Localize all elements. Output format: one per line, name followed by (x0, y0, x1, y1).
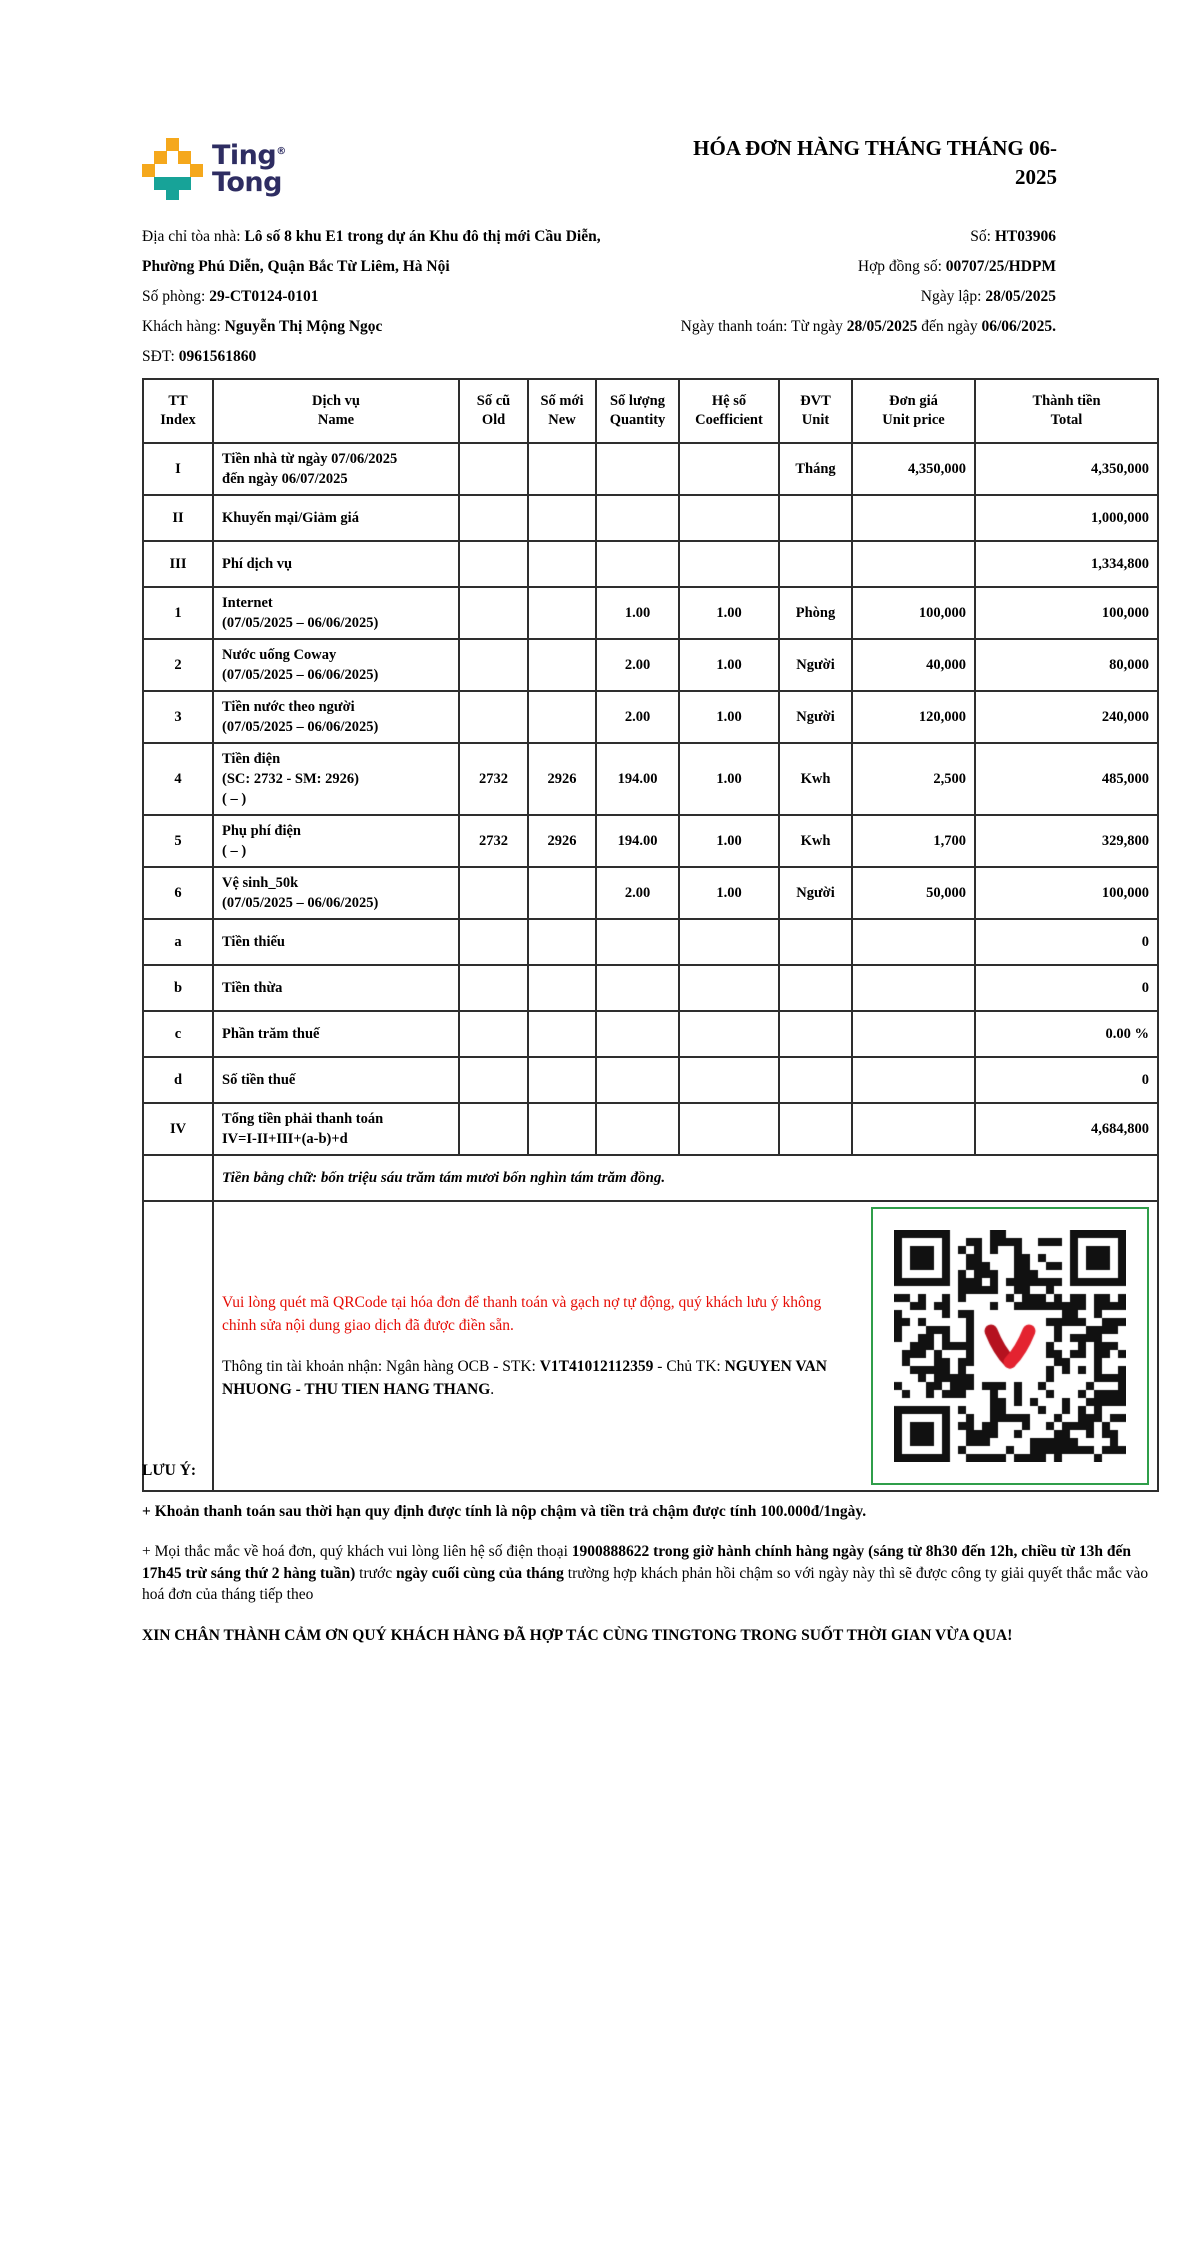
table-row (143, 1011, 1158, 1057)
qr-code-canvas (894, 1230, 1126, 1462)
qr-row (143, 1201, 1158, 1491)
late-payment-note: + Khoản thanh toán sau thời hạn quy định được tính là nộp chậm và tiền trả chậm được tính 100.000đ/1ngày. (142, 1502, 867, 1520)
cell: 2732 (459, 743, 528, 815)
cell (779, 1103, 852, 1155)
column-header: Đơn giá Unit price (852, 379, 975, 443)
cell (528, 541, 596, 587)
cell (852, 1057, 975, 1103)
table-row (143, 743, 1158, 815)
tingtong-logo-text (212, 138, 286, 196)
amount-in-words-row (143, 1155, 1158, 1201)
receiving-account-info: Thông tin tài khoản nhận: Ngân hàng OCB - STK: V1T41012112359 - Chủ TK: NGUYEN VAN NHUONG - THU TIEN HANG THANG. (222, 1358, 827, 1398)
cell (852, 965, 975, 1011)
cell: 0 (975, 919, 1158, 965)
column-header: ĐVT Unit (779, 379, 852, 443)
cell (459, 1103, 528, 1155)
building-address: Địa chỉ tòa nhà: Lô số 8 khu E1 trong dự án Khu đô thị mới Cầu Diễn, Phường Phú Diễn, Quận Bắc Từ Liêm, Hà Nội (142, 228, 601, 275)
cell (596, 965, 679, 1011)
cell: 194.00 (596, 815, 679, 867)
cell (779, 965, 852, 1011)
cell: 329,800 (975, 815, 1158, 867)
cell (779, 495, 852, 541)
cell (528, 965, 596, 1011)
table-row (143, 443, 1158, 495)
cell (459, 691, 528, 743)
column-header: Số mới New (528, 379, 596, 443)
service-name-cell: Phụ phí điện ( – ) (213, 815, 459, 867)
charges-table-body (143, 443, 1158, 1155)
cell (459, 541, 528, 587)
cell: 1.00 (679, 743, 779, 815)
cell (528, 1057, 596, 1103)
customer-phone: SĐT: 0961561860 (142, 348, 257, 365)
cell (459, 495, 528, 541)
cell: c (143, 1011, 213, 1057)
empty-cell (143, 1201, 213, 1491)
cell (528, 587, 596, 639)
notes-heading: LƯU Ý: (142, 1462, 197, 1479)
cell (779, 541, 852, 587)
service-name-cell: Internet (07/05/2025 – 06/06/2025) (213, 587, 459, 639)
service-name-cell: Nước uống Coway (07/05/2025 – 06/06/2025) (213, 639, 459, 691)
cell: Người (779, 867, 852, 919)
customer-name: Khách hàng: Nguyễn Thị Mộng Ngọc (142, 318, 383, 335)
cell: 4,350,000 (975, 443, 1158, 495)
cell (528, 639, 596, 691)
service-name-cell: Vệ sinh_50k (07/05/2025 – 06/06/2025) (213, 867, 459, 919)
cell: 4,350,000 (852, 443, 975, 495)
tingtong-logo-icon (142, 138, 202, 200)
cell: 0.00 % (975, 1011, 1158, 1057)
cell: 120,000 (852, 691, 975, 743)
cell (852, 919, 975, 965)
service-name-cell: Số tiền thuế (213, 1057, 459, 1103)
cell (596, 443, 679, 495)
qr-red-notice: Vui lòng quét mã QRCode tại hóa đơn để thanh toán và gạch nợ tự động, quý khách lưu ý không chỉnh sửa nội dung giao dịch đã được điền sẵn. (222, 1294, 822, 1334)
charges-table-header (143, 379, 1158, 443)
cell: Kwh (779, 815, 852, 867)
table-row (143, 1057, 1158, 1103)
cell (679, 965, 779, 1011)
page-title (625, 134, 1057, 192)
cell (779, 1057, 852, 1103)
cell: 40,000 (852, 639, 975, 691)
table-row (143, 691, 1158, 743)
service-name-cell: Tiền thiếu (213, 919, 459, 965)
cell (459, 587, 528, 639)
cell: 100,000 (975, 867, 1158, 919)
cell: 4 (143, 743, 213, 815)
cell (679, 1103, 779, 1155)
column-header: Dịch vụ Name (213, 379, 459, 443)
cell: d (143, 1057, 213, 1103)
tingtong-logo (142, 138, 286, 200)
cell: 1,700 (852, 815, 975, 867)
cell: 2732 (459, 815, 528, 867)
header-row (143, 379, 1158, 443)
cell: 1,334,800 (975, 541, 1158, 587)
hotline-note: + Mọi thắc mắc về hoá đơn, quý khách vui lòng liên hệ số điện thoại 1900888622 trong giờ hành chính hàng ngày (sáng từ 8h30 đến 12h, chiều từ 13h đến 17h45 trừ sáng thứ 2 hàng tuần) trước ngày cuối cùng của tháng trường hợp khách phản hồi chậm so với ngày này thì sẽ được công ty giải quyết thắc mắc vào hoá đơn của tháng tiếp theo (142, 1543, 1149, 1603)
logo-pixel (166, 187, 179, 200)
column-header: Số cũ Old (459, 379, 528, 443)
cell (528, 1011, 596, 1057)
cell (528, 867, 596, 919)
cell: I (143, 443, 213, 495)
table-row (143, 919, 1158, 965)
cell (596, 541, 679, 587)
cell (679, 495, 779, 541)
service-name-cell: Tiền nước theo người (07/05/2025 – 06/06/2025) (213, 691, 459, 743)
cell: 2,500 (852, 743, 975, 815)
cell: III (143, 541, 213, 587)
empty-cell (143, 1155, 213, 1201)
cell (596, 919, 679, 965)
cell (459, 639, 528, 691)
cell (852, 1103, 975, 1155)
cell: 100,000 (852, 587, 975, 639)
cell: Tháng (779, 443, 852, 495)
cell: 1.00 (679, 815, 779, 867)
cell (779, 919, 852, 965)
cell (679, 1057, 779, 1103)
thank-you-message: XIN CHÂN THÀNH CẢM ƠN QUÝ KHÁCH HÀNG ĐÃ HỢP TÁC CÙNG TINGTONG TRONG SUỐT THỜI GIAN VỪA QUA! (142, 1626, 1013, 1644)
cell: 0 (975, 1057, 1158, 1103)
logo-pixel (154, 151, 167, 164)
cell: 485,000 (975, 743, 1158, 815)
page-title-line1: HÓA ĐƠN HÀNG THÁNG THÁNG 06- (693, 136, 1057, 160)
cell: Người (779, 639, 852, 691)
table-row (143, 815, 1158, 867)
table-row (143, 495, 1158, 541)
cell: b (143, 965, 213, 1011)
cell: 1.00 (679, 867, 779, 919)
cell: 3 (143, 691, 213, 743)
cell: 50,000 (852, 867, 975, 919)
payment-instructions (222, 1291, 840, 1401)
column-header: Thành tiền Total (975, 379, 1158, 443)
payment-period: Ngày thanh toán: Từ ngày 28/05/2025 đến ngày 06/06/2025. (680, 318, 1056, 335)
cell (852, 1011, 975, 1057)
contract-number: Hợp đồng số: 00707/25/HDPM (857, 258, 1056, 275)
column-header: TT Index (143, 379, 213, 443)
cell (679, 1011, 779, 1057)
table-row (143, 541, 1158, 587)
cell: 2 (143, 639, 213, 691)
cell: 80,000 (975, 639, 1158, 691)
issue-date: Ngày lập: 28/05/2025 (920, 288, 1056, 305)
cell: 6 (143, 867, 213, 919)
logo-pixel (178, 151, 191, 164)
cell: 2.00 (596, 639, 679, 691)
vietqr-code (871, 1207, 1149, 1485)
cell: 100,000 (975, 587, 1158, 639)
cell (596, 1057, 679, 1103)
cell (852, 541, 975, 587)
cell: Người (779, 691, 852, 743)
cell: 1.00 (679, 691, 779, 743)
cell (528, 1103, 596, 1155)
room-number: Số phòng: 29-CT0124-0101 (142, 288, 319, 305)
amount-in-words-value: bốn triệu sáu trăm tám mươi bốn nghìn tám trăm đồng. (320, 1169, 666, 1186)
cell: a (143, 919, 213, 965)
footer-notes (142, 1460, 1158, 1665)
amount-in-words-label: Tiền bằng chữ: (222, 1169, 321, 1186)
cell (528, 495, 596, 541)
table-row (143, 867, 1158, 919)
registered-mark: ® (276, 146, 286, 157)
cell (459, 919, 528, 965)
invoice-number: Số: HT03906 (970, 228, 1056, 245)
page-title-line2: 2025 (1015, 165, 1057, 189)
cell: 194.00 (596, 743, 679, 815)
cell (459, 1011, 528, 1057)
logo-pixel (190, 164, 203, 177)
cell (528, 443, 596, 495)
service-name-cell: Tiền nhà từ ngày 07/06/2025 đến ngày 06/07/2025 (213, 443, 459, 495)
service-name-cell: Tổng tiền phải thanh toán IV=I-II+III+(a-b)+d (213, 1103, 459, 1155)
cell (596, 1103, 679, 1155)
cell (596, 495, 679, 541)
column-header: Hệ số Coefficient (679, 379, 779, 443)
service-name-cell: Phần trăm thuế (213, 1011, 459, 1057)
cell: 1 (143, 587, 213, 639)
service-name-cell: Tiền thừa (213, 965, 459, 1011)
cell: 240,000 (975, 691, 1158, 743)
table-row (143, 965, 1158, 1011)
cell (459, 1057, 528, 1103)
cell (779, 1011, 852, 1057)
logo-pixel (142, 164, 155, 177)
cell (679, 443, 779, 495)
column-header: Số lượng Quantity (596, 379, 679, 443)
cell (459, 965, 528, 1011)
charges-table (142, 378, 1159, 1492)
service-name-cell: Khuyến mại/Giảm giá (213, 495, 459, 541)
amount-in-words-cell (213, 1155, 1158, 1201)
logo-text-bottom: Tong (212, 167, 282, 198)
cell (852, 495, 975, 541)
charges-table-special (143, 1155, 1158, 1491)
cell (679, 919, 779, 965)
cell: 1,000,000 (975, 495, 1158, 541)
cell: 1.00 (596, 587, 679, 639)
qr-payment-cell (213, 1201, 1158, 1491)
cell: 2926 (528, 743, 596, 815)
cell: Phòng (779, 587, 852, 639)
table-row (143, 1103, 1158, 1155)
cell (459, 867, 528, 919)
cell: 1.00 (679, 587, 779, 639)
logo-pixel (166, 138, 179, 151)
table-row (143, 639, 1158, 691)
cell: 2926 (528, 815, 596, 867)
cell (459, 443, 528, 495)
service-name-cell: Tiền điện (SC: 2732 - SM: 2926) ( – ) (213, 743, 459, 815)
cell (528, 691, 596, 743)
invoice-meta (516, 222, 1056, 342)
cell: Kwh (779, 743, 852, 815)
cell (528, 919, 596, 965)
cell: IV (143, 1103, 213, 1155)
logo-text-top: Ting (212, 140, 277, 171)
service-name-cell: Phí dịch vụ (213, 541, 459, 587)
cell: 2.00 (596, 691, 679, 743)
cell (679, 541, 779, 587)
cell: 5 (143, 815, 213, 867)
cell: 2.00 (596, 867, 679, 919)
cell: 1.00 (679, 639, 779, 691)
cell: 0 (975, 965, 1158, 1011)
cell (596, 1011, 679, 1057)
cell: II (143, 495, 213, 541)
cell: 4,684,800 (975, 1103, 1158, 1155)
table-row (143, 587, 1158, 639)
